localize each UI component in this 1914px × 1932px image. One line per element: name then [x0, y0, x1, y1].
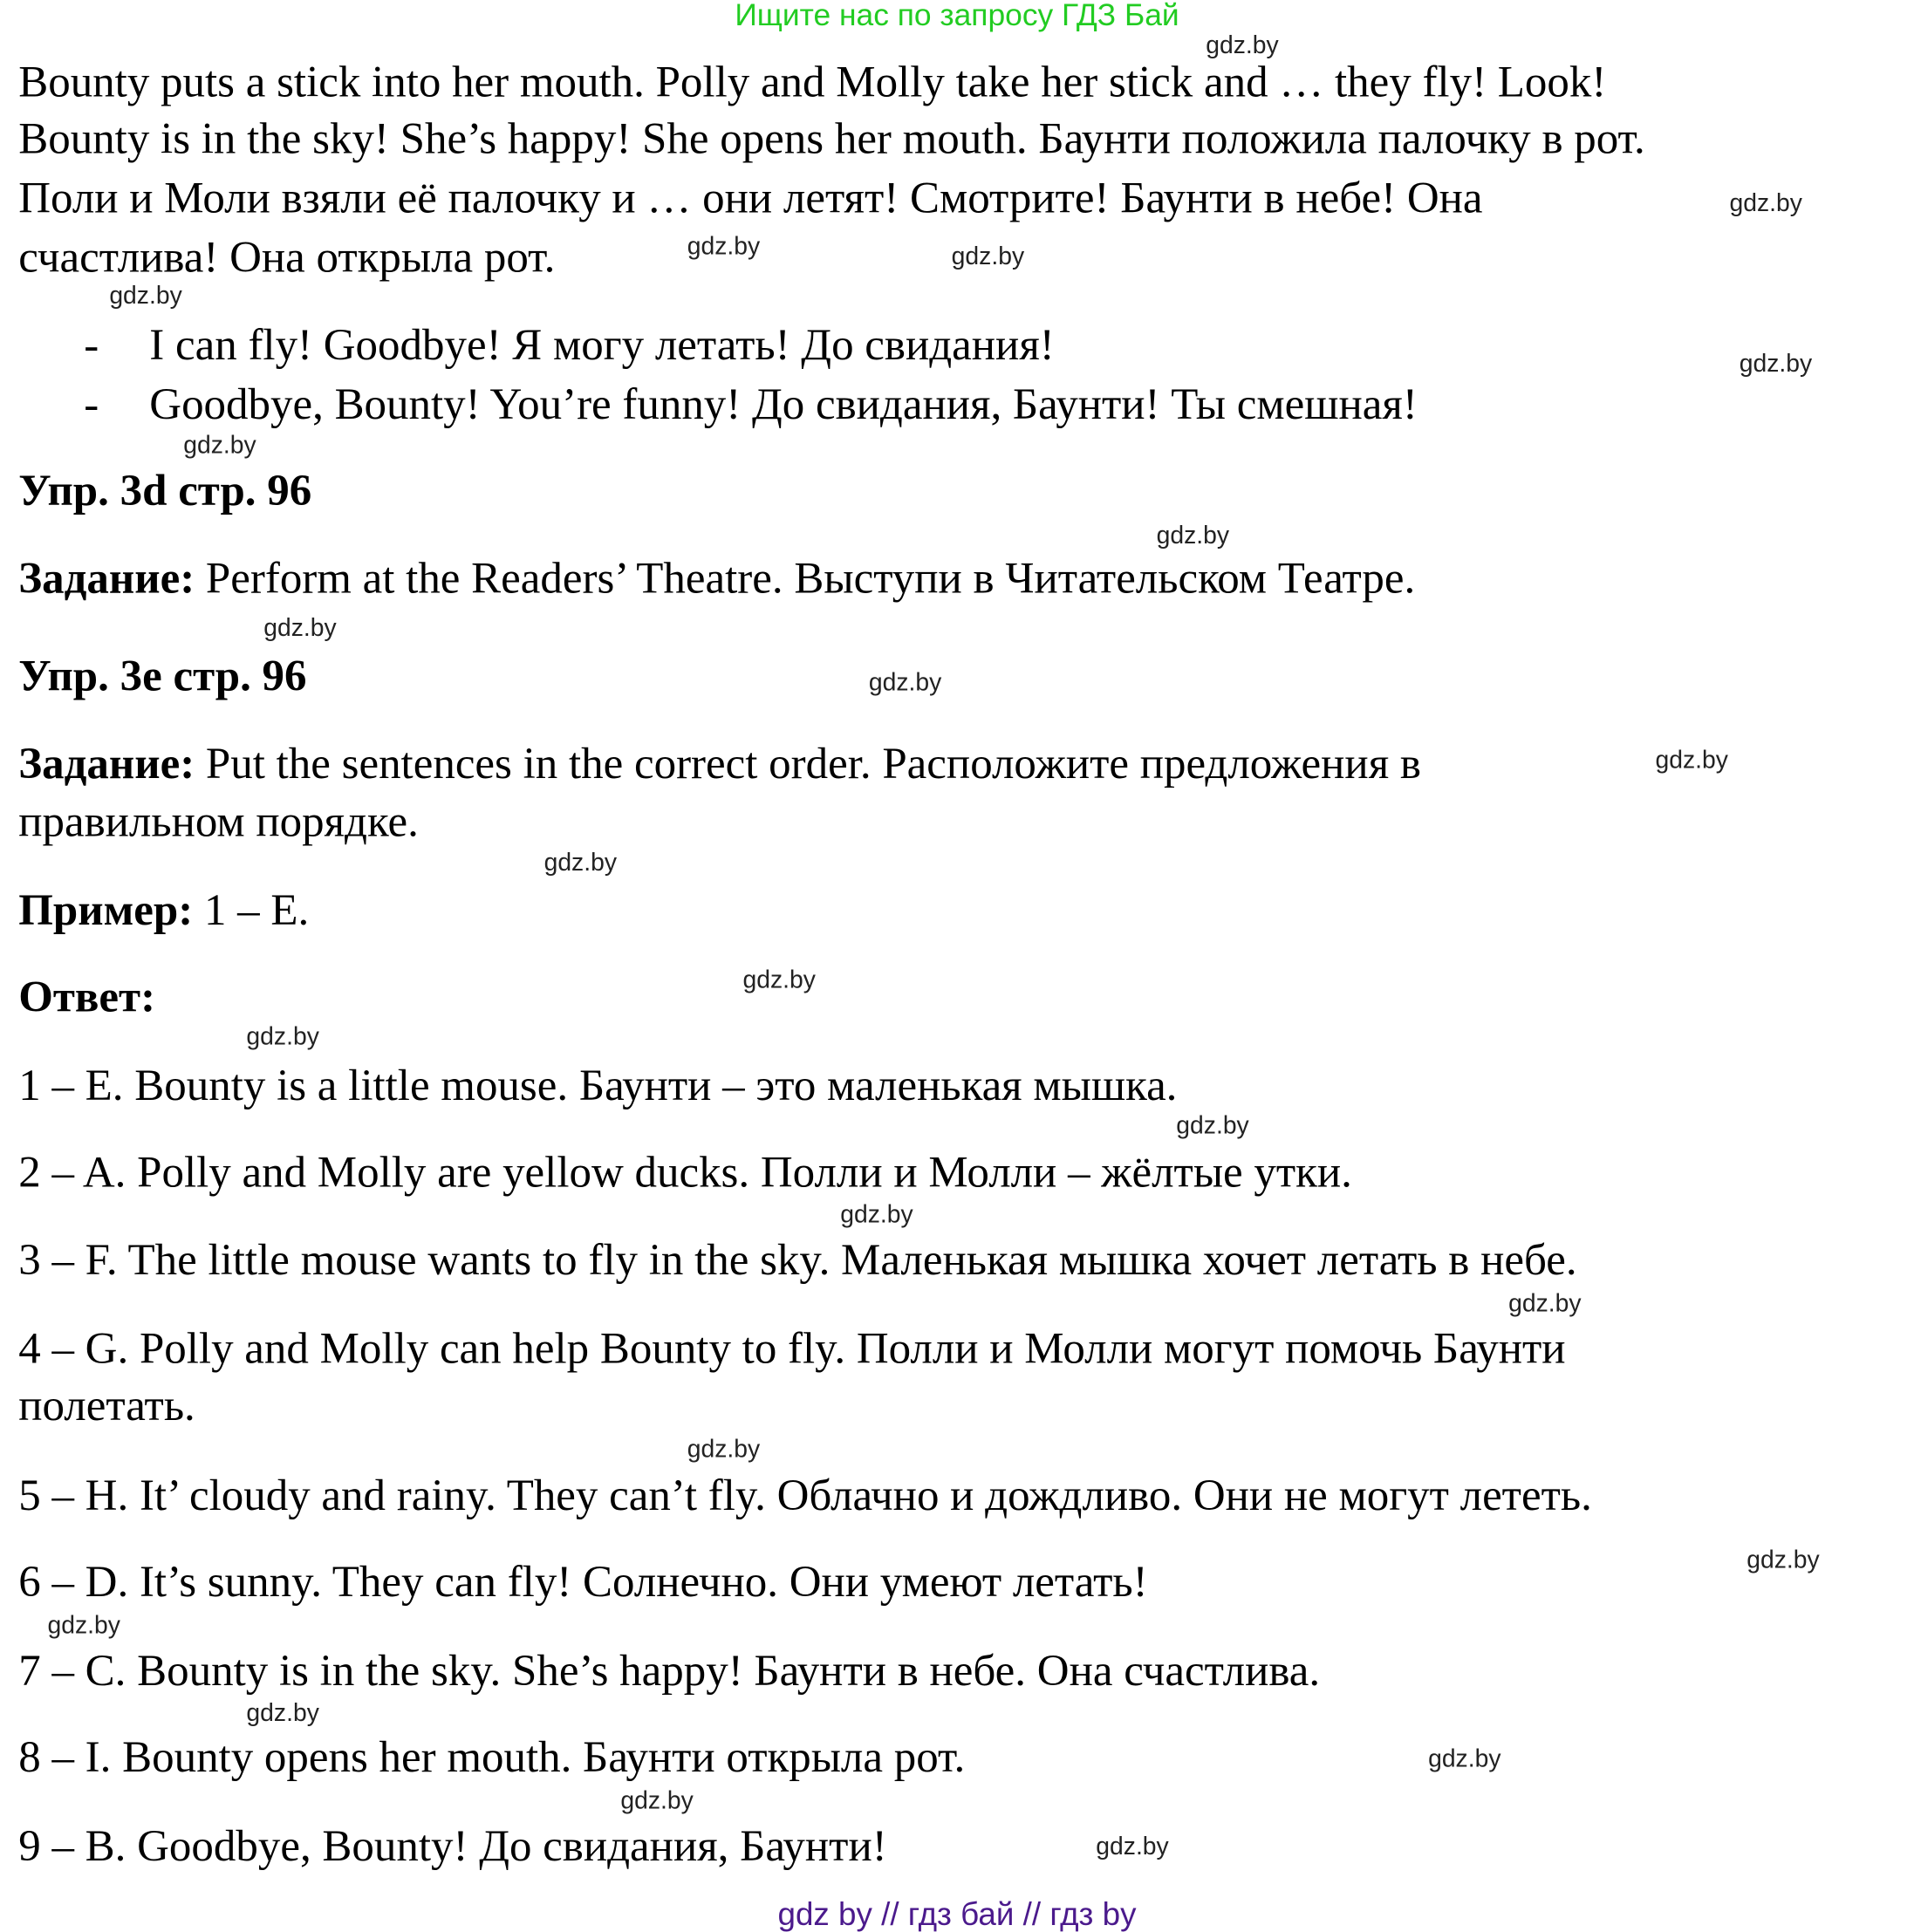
watermark: gdz.by — [868, 669, 942, 697]
watermark: gdz.by — [246, 1700, 319, 1728]
watermark: gdz.by — [1655, 747, 1728, 775]
answer-line: 7 – C. Bounty is in the sky. She’s happy! Баунти в небе. Она счастлива. — [18, 1645, 1321, 1696]
answer-line: полетать. — [18, 1380, 195, 1430]
search-banner: Ищите нас по запросу ГДЗ Бай — [735, 0, 1179, 33]
watermark: gdz.by — [1176, 1112, 1249, 1140]
task-text: Perform at the Readers’ Theatre. Выступи в Читательском Театре. — [195, 553, 1416, 603]
footer-links: gdz by // гдз бай // гдз by — [777, 1894, 1137, 1932]
watermark: gdz.by — [1428, 1745, 1501, 1773]
answer-line: 4 – G. Polly and Molly can help Bounty to fly. Полли и Молли могут помочь Баунти — [18, 1323, 1566, 1374]
answer-line: 2 – A. Polly and Molly are yellow ducks. Полли и Молли – жёлтые утки. — [18, 1146, 1352, 1197]
story-line: Bounty is in the sky! She’s happy! She opens her mouth. Баунти положила палочку в рот. — [18, 113, 1645, 163]
story-line: Bounty puts a stick into her mouth. Polly and Molly take her stick and … they fly! Look! — [18, 57, 1607, 106]
answer-label: Ответ: — [18, 971, 156, 1021]
watermark: gdz.by — [47, 1612, 120, 1640]
watermark: gdz.by — [742, 966, 816, 994]
dialog-line: I can fly! Goodbye! Я могу летать! До свидания! — [149, 319, 1055, 370]
watermark: gdz.by — [840, 1201, 913, 1229]
story-line: Поли и Моли взяли её палочку и … они летят! Смотрите! Баунти в небе! Она — [18, 173, 1483, 222]
watermark: gdz.by — [951, 242, 1025, 270]
answer-line: 8 – I. Bounty opens her mouth. Баунти открыла рот. — [18, 1731, 966, 1782]
answer-line: 6 – D. It’s sunny. They can fly! Солнечно. Они умеют летать! — [18, 1556, 1148, 1607]
watermark: gdz.by — [263, 614, 337, 643]
exercise-3e-task-cont: правильном порядке. — [18, 795, 419, 846]
watermark: gdz.by — [687, 1436, 761, 1464]
dialog-line: Goodbye, Bounty! You’re funny! До свидания, Баунти! Ты смешная! — [149, 379, 1418, 429]
example-label: Пример: — [18, 884, 194, 935]
answer-line: 3 – F. The little mouse wants to fly in the sky. Маленькая мышка хочет летать в небе. — [18, 1234, 1577, 1285]
example-text: 1 – E. — [193, 884, 310, 935]
watermark: gdz.by — [1747, 1546, 1820, 1574]
watermark: gdz.by — [109, 283, 182, 311]
watermark: gdz.by — [620, 1787, 694, 1815]
exercise-3e-title: Упр. 3e стр. 96 — [18, 650, 307, 700]
answer-line: 5 – H. It’ cloudy and rainy. They can’t fly. Облачно и дождливо. Они не могут лететь. — [18, 1470, 1592, 1520]
answer-line: 1 – E. Bounty is a little mouse. Баунти – это маленькая мышка. — [18, 1060, 1178, 1110]
task-label: Задание: — [18, 553, 195, 603]
exercise-3e-task — [18, 738, 1421, 789]
watermark: gdz.by — [543, 849, 617, 877]
watermark: gdz.by — [1156, 522, 1230, 550]
story-line: счастлива! Она открыла рот. — [18, 232, 556, 282]
watermark: gdz.by — [183, 432, 256, 460]
task-text: Put the sentences in the correct order. Расположите предложения в — [195, 738, 1421, 789]
watermark: gdz.by — [1508, 1290, 1582, 1318]
answer-line: 9 – B. Goodbye, Bounty! До свидания, Баунти! — [18, 1820, 887, 1871]
example — [18, 884, 310, 935]
dialog-dash: - — [84, 319, 99, 370]
watermark: gdz.by — [1096, 1833, 1169, 1861]
watermark: gdz.by — [246, 1023, 319, 1051]
exercise-3d-task — [18, 553, 1416, 603]
exercise-3d-title: Упр. 3d стр. 96 — [18, 465, 312, 515]
watermark: gdz.by — [687, 233, 761, 261]
dialog-dash: - — [84, 379, 99, 429]
watermark: gdz.by — [1739, 351, 1813, 379]
watermark: gdz.by — [1729, 189, 1802, 218]
watermark: gdz.by — [1206, 31, 1279, 59]
task-label: Задание: — [18, 738, 195, 789]
